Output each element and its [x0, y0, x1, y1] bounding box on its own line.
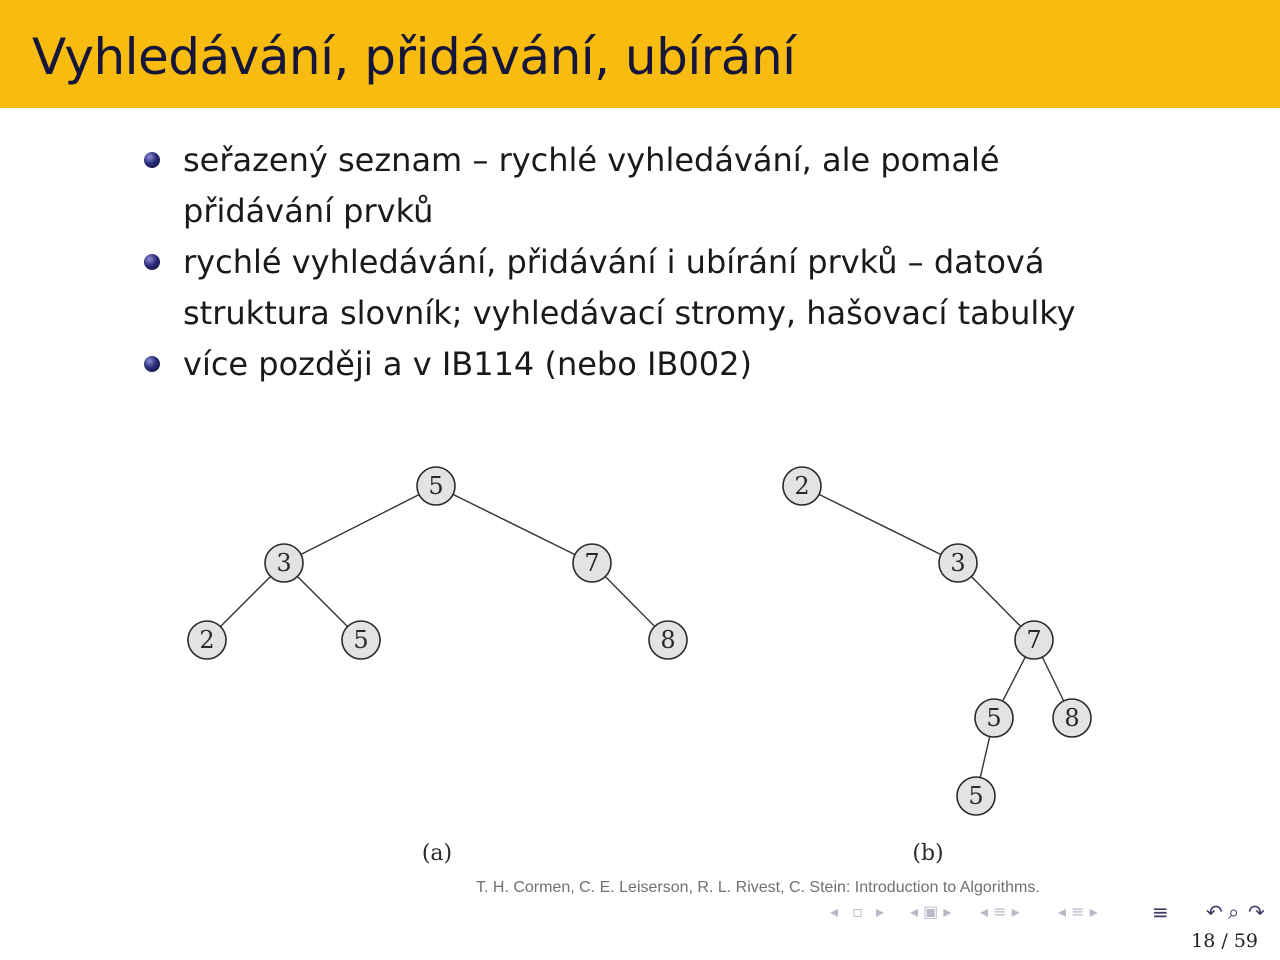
bullet-text: seřazený seznam – rychlé vyhledávání, ale pomalé přidávání prvků	[183, 141, 1000, 230]
tree-node-label: 3	[276, 549, 292, 577]
tree-node	[1053, 699, 1091, 737]
tree-node-label: 5	[986, 704, 1002, 732]
tree-node	[957, 777, 995, 815]
tree-node	[649, 621, 687, 659]
bullet-icon	[144, 254, 160, 270]
frame-icon[interactable]: ▫	[852, 902, 863, 921]
tree-node-label: 8	[660, 626, 676, 654]
caption-a: (a)	[421, 841, 453, 866]
tree-node	[188, 621, 226, 659]
tree-node	[783, 467, 821, 505]
tree-node	[975, 699, 1013, 737]
tree-node	[342, 621, 380, 659]
beamer-navigation	[830, 900, 1270, 930]
tree-node	[939, 544, 977, 582]
tree-node-label: 8	[1064, 704, 1080, 732]
bullet-text: rychlé vyhledávání, přidávání i ubírání prvků – datová struktura slovník; vyhledávací stromy, hašovací tabulky	[183, 243, 1076, 332]
subsection-icon[interactable]: ◂ ≡ ▸	[980, 902, 1020, 921]
title-bar	[0, 0, 1280, 108]
tree-node	[417, 467, 455, 505]
tree-node-label: 5	[428, 472, 444, 500]
citation: T. H. Cormen, C. E. Leiserson, R. L. Rivest, C. Stein: Introduction to Algorithms.	[476, 879, 1040, 896]
bullet-list	[140, 135, 1150, 390]
caption-b: (b)	[912, 841, 944, 866]
toc-icon[interactable]: ≡	[1152, 900, 1169, 924]
tree-node	[1015, 621, 1053, 659]
tree-node	[265, 544, 303, 582]
tree-edge	[802, 486, 958, 563]
redo-icon[interactable]: ↷	[1248, 900, 1265, 924]
bullet-item	[140, 339, 1150, 390]
bullet-item	[140, 237, 1150, 339]
tree-node-label: 3	[950, 549, 966, 577]
bullet-item	[140, 135, 1150, 237]
slide-title: Vyhledávání, přidávání, ubírání	[32, 28, 796, 86]
tree-node-label: 5	[353, 626, 369, 654]
nav-left-icon[interactable]: ◂	[830, 902, 839, 921]
nav-right-icon[interactable]: ▸	[876, 902, 885, 921]
search-icon[interactable]: ⌕	[1228, 900, 1240, 924]
page-number: 18 / 59	[1191, 930, 1258, 952]
bullet-text: více později a v IB114 (nebo IB002)	[183, 345, 752, 383]
tree-node-label: 2	[199, 626, 215, 654]
tree-edge	[436, 486, 592, 563]
binary-search-tree-figure	[0, 440, 1280, 880]
tree-node-label: 7	[584, 549, 600, 577]
undo-icon[interactable]: ↶	[1206, 900, 1223, 924]
tree-edge	[284, 486, 436, 563]
tree-node-label: 7	[1026, 626, 1042, 654]
toc-icon[interactable]: ◂ ≡ ▸	[1058, 902, 1098, 921]
bullet-icon	[144, 356, 160, 372]
tree-node	[573, 544, 611, 582]
section-icon[interactable]: ◂ ▣ ▸	[910, 902, 952, 921]
tree-node-label: 2	[794, 472, 810, 500]
bullet-icon	[144, 152, 160, 168]
tree-node-label: 5	[968, 782, 984, 810]
